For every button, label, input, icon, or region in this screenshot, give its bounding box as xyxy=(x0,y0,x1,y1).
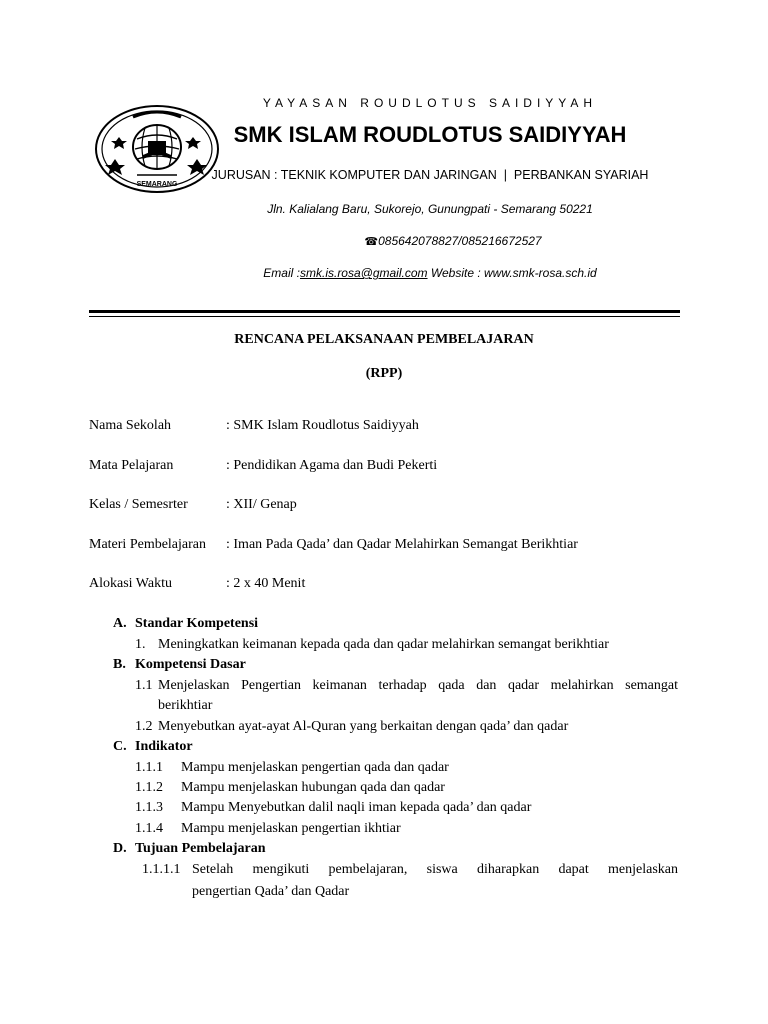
phone-number: 085642078827/085216672527 xyxy=(378,234,542,248)
list-item-number: 1.1.1.1 xyxy=(142,862,181,877)
section-heading xyxy=(113,616,258,632)
header-rule-thick xyxy=(89,310,680,313)
section-heading xyxy=(113,739,193,755)
document-subtitle: (RPP) xyxy=(365,366,403,381)
section-title: Tujuan Pembelajaran xyxy=(135,841,266,856)
info-value: : 2 x 40 Menit xyxy=(226,576,306,591)
list-item-number: 1.1 xyxy=(135,678,153,693)
section-title: Kompetensi Dasar xyxy=(135,657,246,672)
info-value: : XII/ Genap xyxy=(226,497,297,512)
list-item-text-cont: berikhtiar xyxy=(158,698,213,713)
section-letter: B. xyxy=(113,657,126,672)
logo-text: SEMARANG xyxy=(136,181,178,188)
list-item-text: Menjelaskan Pengertian keimanan terhadap qada dan qadar melahirkan semangat xyxy=(158,678,678,693)
list-item-text: Mampu Menyebutkan dalil naqli iman kepada qada’ dan qadar xyxy=(181,800,532,815)
info-label: Alokasi Waktu xyxy=(89,576,172,591)
phone-line xyxy=(190,234,670,248)
foundation-name: YAYASAN ROUDLOTUS SAIDIYYAH xyxy=(262,96,598,110)
email-label: Email : xyxy=(263,266,300,280)
list-item-number: 1.2 xyxy=(135,719,153,734)
info-label: Materi Pembelajaran xyxy=(89,537,207,552)
email-link[interactable]: smk.is.rosa@gmail.com xyxy=(299,266,428,280)
section-heading xyxy=(113,841,266,857)
info-value: : SMK Islam Roudlotus Saidiyyah xyxy=(226,418,419,433)
section-title: Indikator xyxy=(135,739,193,754)
list-item-number: 1.1.2 xyxy=(135,780,163,795)
info-value: : Pendidikan Agama dan Budi Pekerti xyxy=(226,458,438,473)
info-value: : Iman Pada Qada’ dan Qadar Melahirkan Semangat Berikhtiar xyxy=(226,537,578,552)
list-item-text: Mampu menjelaskan hubungan qada dan qadar xyxy=(181,780,445,795)
info-label: Mata Pelajaran xyxy=(89,458,174,473)
header-rule-thin xyxy=(89,316,680,317)
section-title: Standar Kompetensi xyxy=(135,616,259,631)
list-item-text-cont: pengertian Qada’ dan Qadar xyxy=(192,884,350,899)
document-title: RENCANA PELAKSANAAN PEMBELAJARAN xyxy=(234,332,534,347)
contact-line xyxy=(190,266,670,280)
section-letter: A. xyxy=(113,616,127,631)
list-item-text: Meningkatkan keimanan kepada qada dan qadar melahirkan semangat berikhtiar xyxy=(158,637,609,652)
website: Website : www.smk-rosa.sch.id xyxy=(427,266,597,280)
list-item-number: 1.1.4 xyxy=(135,821,163,836)
section-letter: D. xyxy=(113,841,127,856)
school-name: SMK ISLAM ROUDLOTUS SAIDIYYAH xyxy=(233,122,627,147)
list-item-text: Mampu menjelaskan pengertian ikhtiar xyxy=(181,821,401,836)
departments: JURUSAN : TEKNIK KOMPUTER DAN JARINGAN | PERBANKAN SYARIAH xyxy=(211,168,649,182)
phone-icon: ☎ xyxy=(364,236,379,248)
section-letter: C. xyxy=(113,739,127,754)
section-heading xyxy=(113,657,246,673)
list-item-number: 1. xyxy=(135,637,146,652)
list-item-number: 1.1.3 xyxy=(135,800,163,815)
info-label: Kelas / Semesrter xyxy=(89,497,188,512)
school-address: Jln. Kalialang Baru, Sukorejo, Gunungpati - Semarang 50221 xyxy=(267,202,593,216)
list-item-text: Mampu menjelaskan pengertian qada dan qadar xyxy=(181,760,449,775)
info-label: Nama Sekolah xyxy=(89,418,172,433)
list-item-text: Setelah mengikuti pembelajaran, siswa diharapkan dapat menjelaskan xyxy=(192,862,678,877)
list-item-text: Menyebutkan ayat-ayat Al-Quran yang berkaitan dengan qada’ dan qadar xyxy=(158,719,569,734)
list-item-number: 1.1.1 xyxy=(135,760,163,775)
